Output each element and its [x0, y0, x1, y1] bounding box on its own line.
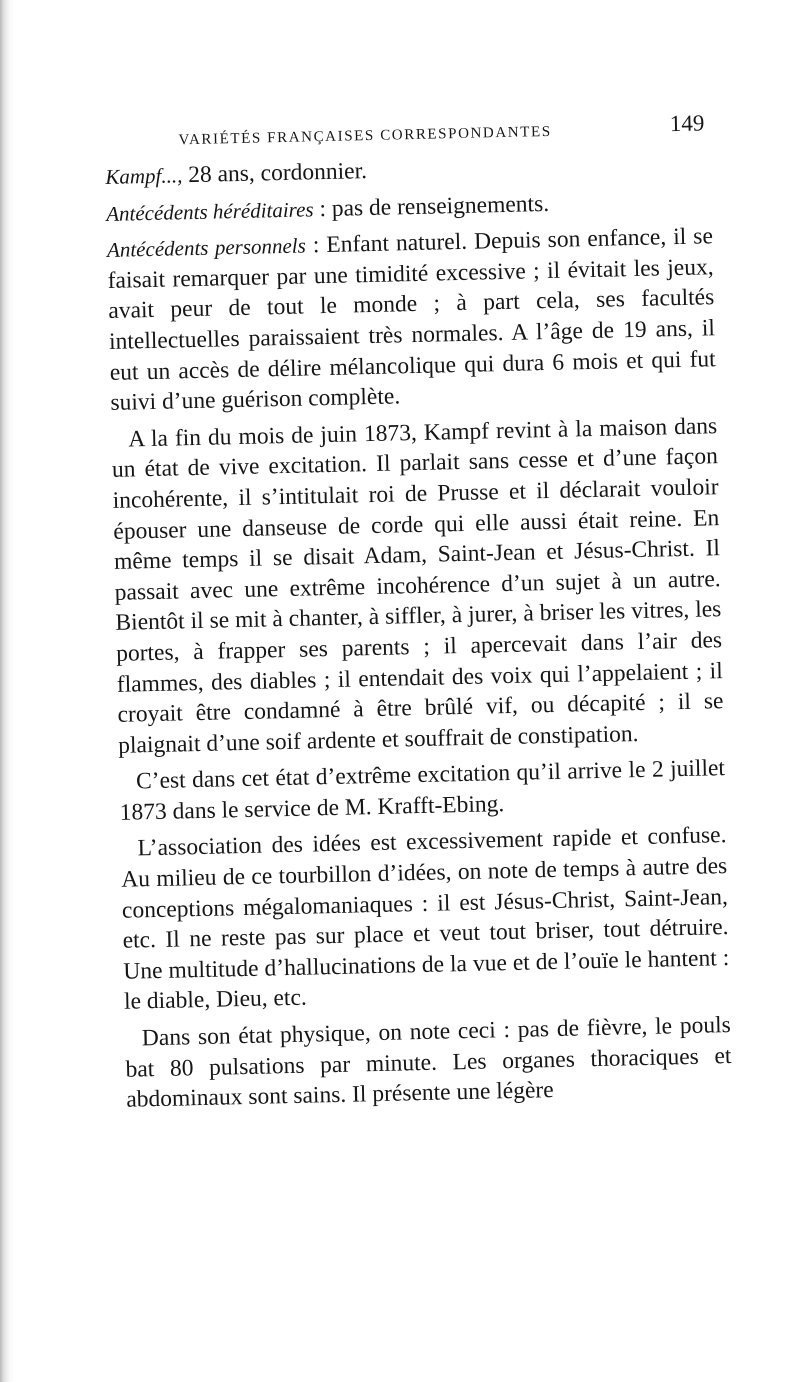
paragraph: A la fin du mois de juin 1873, Kampf revint à la maison dans un état de vive excitation. Il parlait sans cesse et d’une façon incohérente, il s’intitulait roi de Prusse et il déclarait vouloir épouser une danseuse de corde qui elle aussi était reine. En même temps il se disait Adam, Saint-Jean et Jésus-Christ. Il passait avec une extrême incohérence d’un sujet à un autre. Bientôt il se mit à chanter, à siffler, à jurer, à briser les vitres, les portes, à frapper ses parents ; il apercevait dans l’air des flammes, des diables ; il entendait des voix qui l’appelaient ; il croyait être condamné à être brûlé vif, ou décapité ; il se plaignait d’une soif ardente et souffrait de constipation.: [111, 412, 724, 759]
personal-text: : Enfant naturel. Depuis son enfance, il se faisait remarquer par une timidité excessive ; il évitait les jeux, avait peur de tout le monde ; à part cela, ses facultés intellectuelles paraissaient très normales. A l’âge de 19 ans, il eut un accès de délire mélancolique qui dura 6 mois et qui fut suivi d’une guérison complète.: [107, 223, 716, 417]
case-intro-rest: 28 ans, cordonnier.: [182, 158, 368, 189]
patient-name: Kampf...,: [105, 163, 183, 189]
hereditary-text: : pas de renseignements.: [313, 190, 550, 222]
personal-label: Antécédents personnels: [106, 233, 307, 263]
page-number: 149: [669, 110, 705, 137]
scan-edge-shadow: [0, 0, 14, 1382]
paragraph: C’est dans cet état d’extrême excitation qu’il arrive le 2 juillet 1873 dans le service de M. Krafft-Ebing.: [119, 755, 726, 826]
book-page: [104, 104, 732, 1115]
body-text: [105, 148, 732, 1115]
hereditary-label: Antécédents héréditaires: [105, 196, 314, 226]
personal-antecedents: [107, 221, 717, 418]
running-title: VARIÉTÉS FRANÇAISES CORRESPONDANTES: [178, 123, 552, 149]
paragraph: Dans son état physique, on note ceci : pas de fièvre, le pouls bat 80 pulsations par minute. Les organes thoraciques et abdominaux sont sains. Il présente une légère: [125, 1012, 732, 1113]
paragraph: L’association des idées est excessivement rapide et confuse. Au milieu de ce tourbillon d’idées, on note de temps à autre des conceptions mégalomaniaques : il est Jésus-Christ, Saint-Jean, etc. Il ne reste pas sur place et veut tout briser, tout détruire. Une multitude d’hallucinations de la vue et de l’ouïe le hantent : le diable, Dieu, etc.: [120, 822, 730, 1016]
